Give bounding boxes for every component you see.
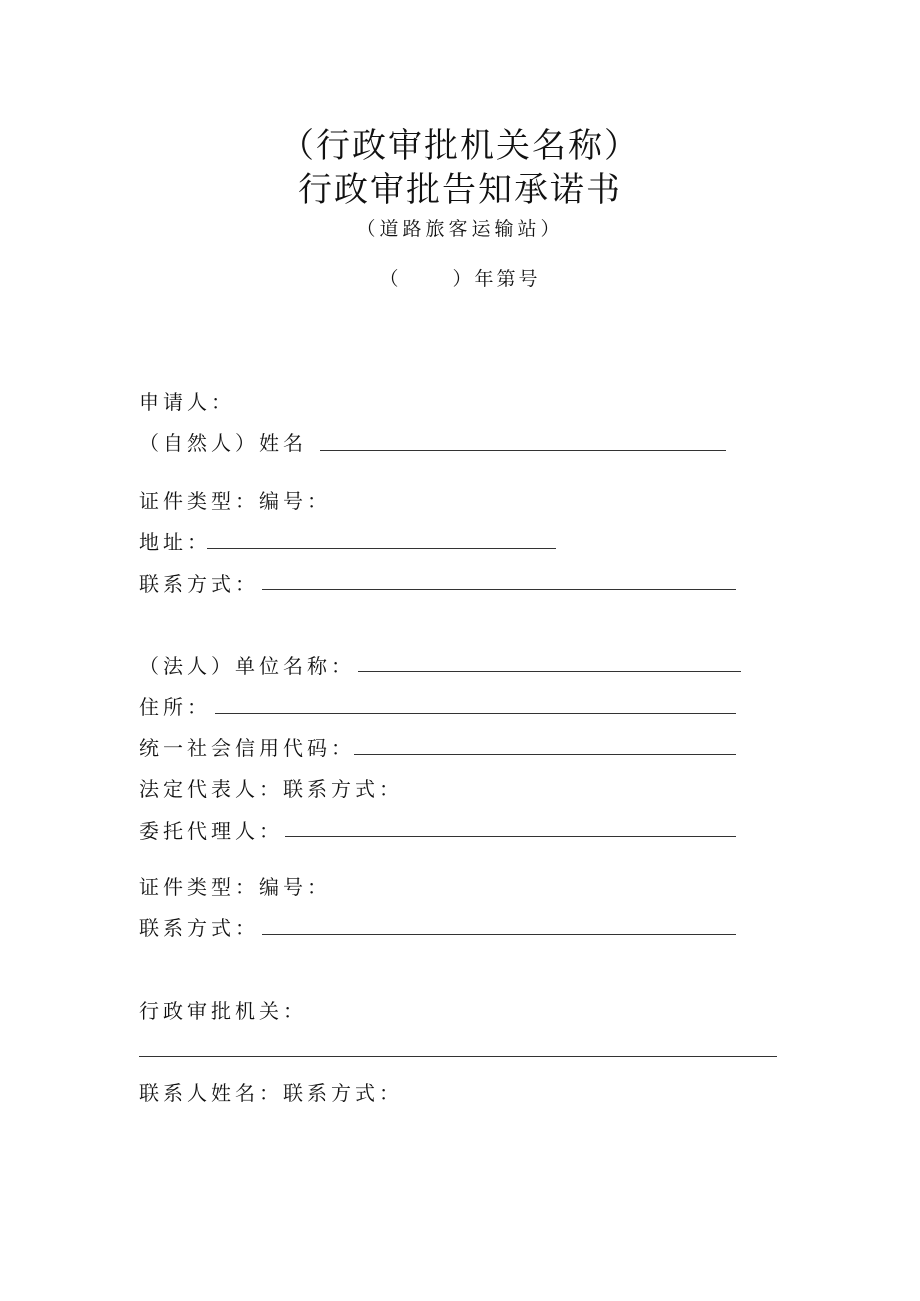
agent-contact-label: 联系方式： — [139, 916, 259, 940]
document-number-close: ）年第号 — [452, 268, 541, 290]
legal-unit-name-label: （法人）单位名称： — [139, 654, 355, 678]
document-subtitle: （道路旅客运输站） — [356, 218, 564, 240]
authority-heading: 行政审批机关： — [139, 999, 307, 1023]
natural-person-name-field[interactable] — [320, 450, 726, 451]
address-label: 地址： — [139, 530, 211, 554]
authority-field[interactable] — [139, 1056, 777, 1057]
agent-field[interactable] — [285, 836, 736, 837]
document-number-open: （ — [379, 268, 399, 290]
legal-rep-contact-label: 法定代表人：联系方式： — [139, 777, 403, 801]
credit-code-field[interactable] — [354, 754, 736, 755]
document-number — [0, 264, 920, 291]
agent-contact-field[interactable] — [262, 934, 736, 935]
document-title: 行政审批告知承诺书 — [298, 170, 622, 210]
agent-id-type-label: 证件类型：编号： — [139, 875, 331, 899]
residence-field[interactable] — [215, 713, 736, 714]
applicant-contact-label: 联系方式： — [139, 572, 259, 596]
legal-unit-name-field[interactable] — [358, 671, 741, 672]
applicant-contact-field[interactable] — [262, 589, 736, 590]
natural-person-name-label: （自然人）姓名 — [139, 431, 307, 455]
applicant-id-type-label: 证件类型：编号： — [139, 489, 331, 513]
residence-label: 住所： — [139, 695, 211, 719]
applicant-heading: 申请人： — [139, 390, 235, 414]
credit-code-label: 统一社会信用代码： — [139, 736, 355, 760]
agency-title: （行政审批机关名称） — [280, 126, 640, 166]
agent-label: 委托代理人： — [139, 819, 283, 843]
authority-contact-label: 联系人姓名：联系方式： — [139, 1081, 403, 1105]
address-field[interactable] — [207, 548, 556, 549]
